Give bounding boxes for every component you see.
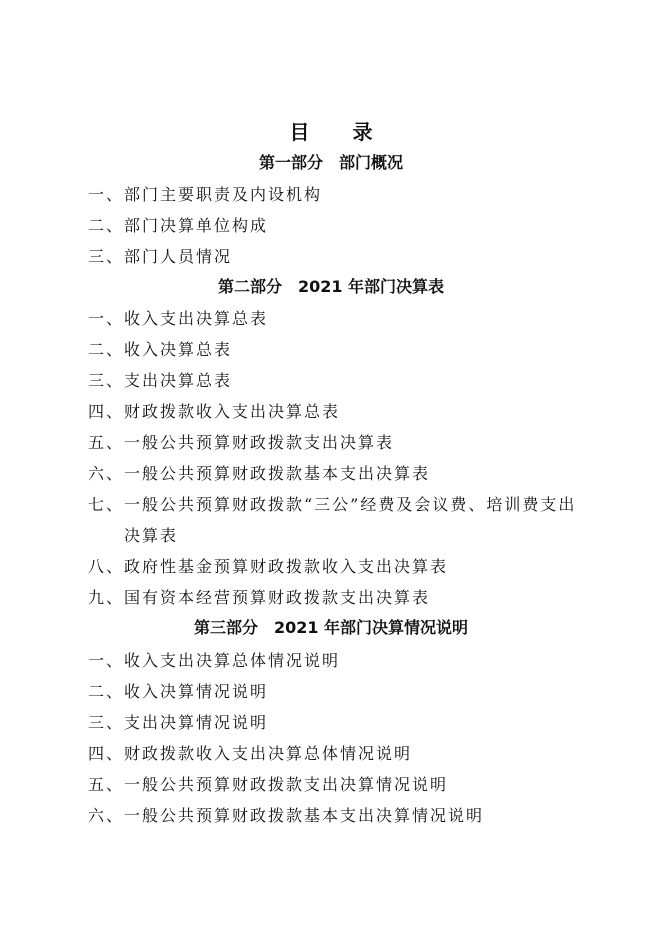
toc-item: 三、支出决算总表 [88, 371, 233, 390]
toc-item: 二、收入决算情况说明 [88, 682, 269, 701]
toc-item: 九、国有资本经营预算财政拨款支出决算表 [88, 588, 431, 607]
toc-item: 四、财政拨款收入支出决算总表 [88, 402, 341, 421]
section-heading-part-3: 第三部分 2021 年部门决算情况说明 [193, 618, 469, 637]
toc-item: 一、收入支出决算总体情况说明 [88, 651, 341, 670]
toc-item: 三、部门人员情况 [88, 247, 233, 266]
toc-item: 七、一般公共预算财政拨款“三公”经费及会议费、培训费支出 [88, 495, 577, 514]
toc-item: 五、一般公共预算财政拨款支出决算情况说明 [88, 775, 449, 794]
toc-item: 二、收入决算总表 [88, 340, 233, 359]
section-heading-part-2: 第二部分 2021 年部门决算表 [217, 277, 445, 296]
toc-item: 六、一般公共预算财政拨款基本支出决算情况说明 [88, 806, 485, 825]
toc-item-continuation: 决算表 [124, 526, 179, 545]
toc-item: 一、部门主要职责及内设机构 [88, 185, 323, 204]
toc-item: 三、支出决算情况说明 [88, 713, 269, 732]
section-heading-part-1: 第一部分 部门概况 [258, 153, 403, 172]
toc-title: 目 录 [289, 120, 391, 144]
toc-item: 四、财政拨款收入支出决算总体情况说明 [88, 744, 413, 763]
toc-item: 二、部门决算单位构成 [88, 216, 269, 235]
toc-item: 八、政府性基金预算财政拨款收入支出决算表 [88, 557, 449, 576]
toc-item: 六、一般公共预算财政拨款基本支出决算表 [88, 464, 431, 483]
toc-item: 一、收入支出决算总表 [88, 309, 269, 328]
toc-item: 五、一般公共预算财政拨款支出决算表 [88, 433, 395, 452]
